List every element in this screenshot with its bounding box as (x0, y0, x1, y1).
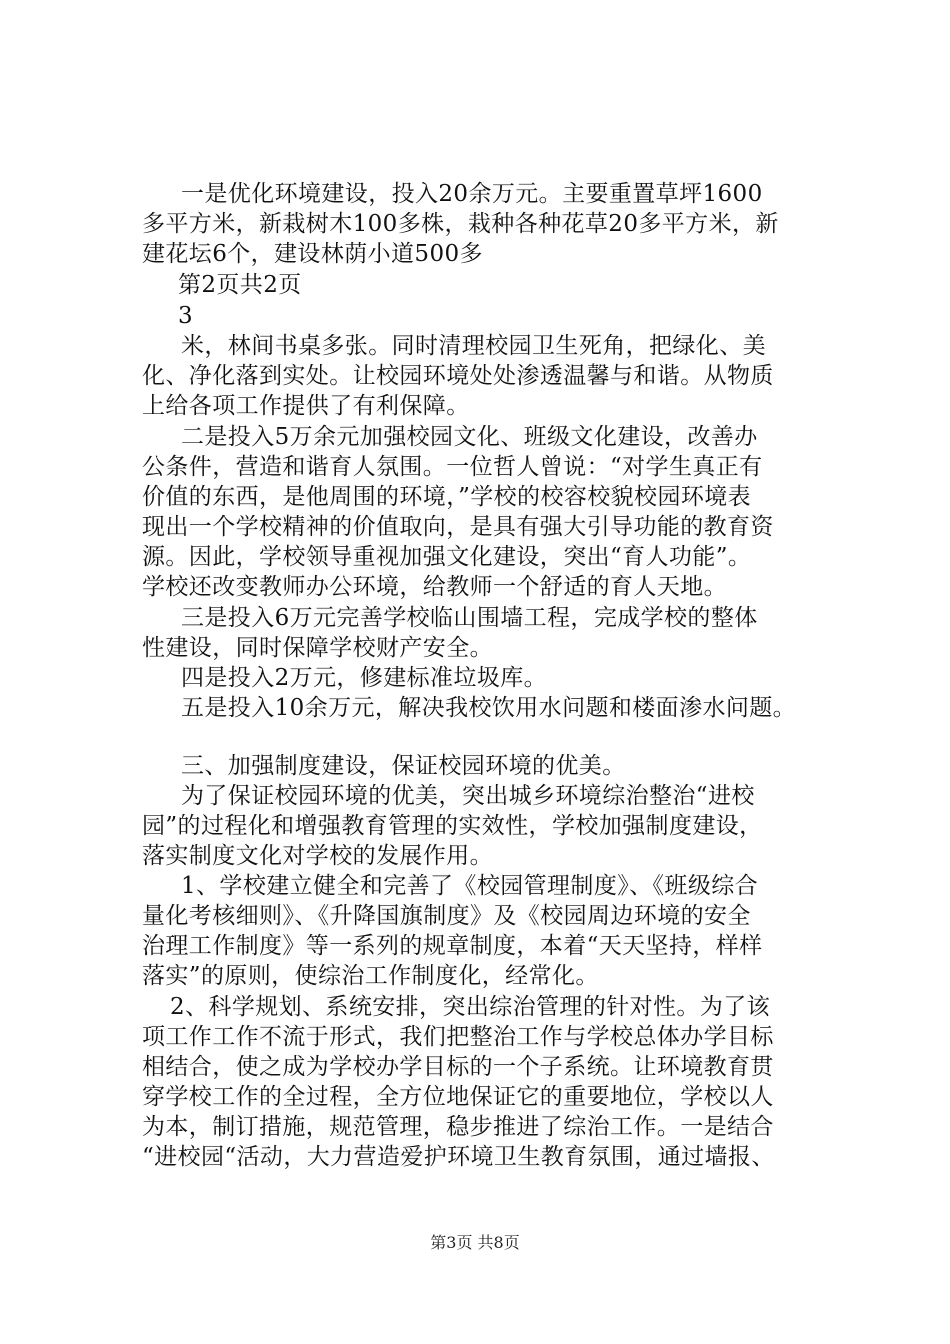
body-text-line: 项工作工作不流于形式，我们把整治工作与学校总体办学目标 (142, 1024, 774, 1050)
body-text-line: 量化考核细则》、《升降国旗制度》及《校园周边环境的安全 (142, 903, 751, 929)
body-text-line: “进校园“活动，大力营造爱护环境卫生教育氛围，通过墙报、 (142, 1144, 775, 1170)
body-text-line: 2、科学规划、系统安排，突出综治管理的针对性。为了该 (170, 994, 771, 1020)
body-text-line: 一是优化环境建设，投入20余万元。主要重置草坪1600 (181, 181, 763, 207)
page-marker-line: 第2页共2页 (178, 272, 302, 298)
body-text-line: 建花坛6个，建设林荫小道500多 (142, 241, 483, 267)
body-text-line: 上给各项工作提供了有利保障。 (142, 393, 470, 419)
body-text-line: 相结合，使之成为学校办学目标的一个子系统。让环境教育贯 (142, 1054, 774, 1080)
body-text-line: 穿学校工作的全过程，全方位地保证它的重要地位，学校以人 (142, 1084, 774, 1110)
body-text-line: 化、净化落到实处。让校园环境处处渗透温馨与和谐。从物质 (142, 363, 774, 389)
body-text-line: 五是投入10余万元，解决我校饮用水问题和楼面渗水问题。 (181, 695, 797, 721)
body-text-line: 性建设，同时保障学校财产安全。 (142, 635, 493, 661)
body-text-line: 为了保证校园环境的优美，突出城乡环境综治整治“进校 (181, 783, 755, 809)
body-text-line: 学校还改变教师办公环境，给教师一个舒适的育人天地。 (142, 574, 727, 600)
body-text-line: 多平方米，新栽树木100多株，栽种各种花草20多平方米，新 (142, 211, 779, 237)
body-text-line: 公条件，营造和谐育人氛围。一位哲人曾说：“对学生真正有 (142, 454, 763, 480)
section-heading: 三、加强制度建设，保证校园环境的优美。 (181, 753, 626, 779)
body-text-line: 落实制度文化对学校的发展作用。 (142, 843, 493, 869)
body-text-line: 三是投入6万元完善学校临山围墙工程，完成学校的整体 (181, 605, 758, 631)
body-text-line: 落实”的原则，使综治工作制度化，经常化。 (142, 963, 599, 989)
body-text-line: 四是投入2万元，修建标准垃圾库。 (181, 665, 548, 691)
body-text-line: 园”的过程化和增强教育管理的实效性，学校加强制度建设， (142, 813, 763, 839)
body-text-line: 现出一个学校精神的价值取向，是具有强大引导功能的教育资 (142, 514, 774, 540)
body-text-line: 价值的东西，是他周围的环境，”学校的校容校貌校园环境表 (142, 484, 752, 510)
page-marker-number: 3 (178, 303, 194, 329)
body-text-line: 为本，制订措施，规范管理，稳步推进了综治工作。一是结合 (142, 1114, 774, 1140)
body-text-line: 二是投入5万余元加强校园文化、班级文化建设，改善办 (181, 424, 758, 450)
body-text-line: 源。因此，学校领导重视加强文化建设，突出“育人功能”。 (142, 544, 752, 570)
body-text-line: 治理工作制度》等一系列的规章制度，本着“天天坚持，样样 (142, 933, 763, 959)
page-footer: 第3页 共8页 (430, 1233, 520, 1252)
body-text-line: 米，林间书桌多张。同时清理校园卫生死角，把绿化、美 (181, 333, 766, 359)
body-text-line: 1、学校建立健全和完善了《校园管理制度》、《班级综合 (181, 873, 759, 899)
